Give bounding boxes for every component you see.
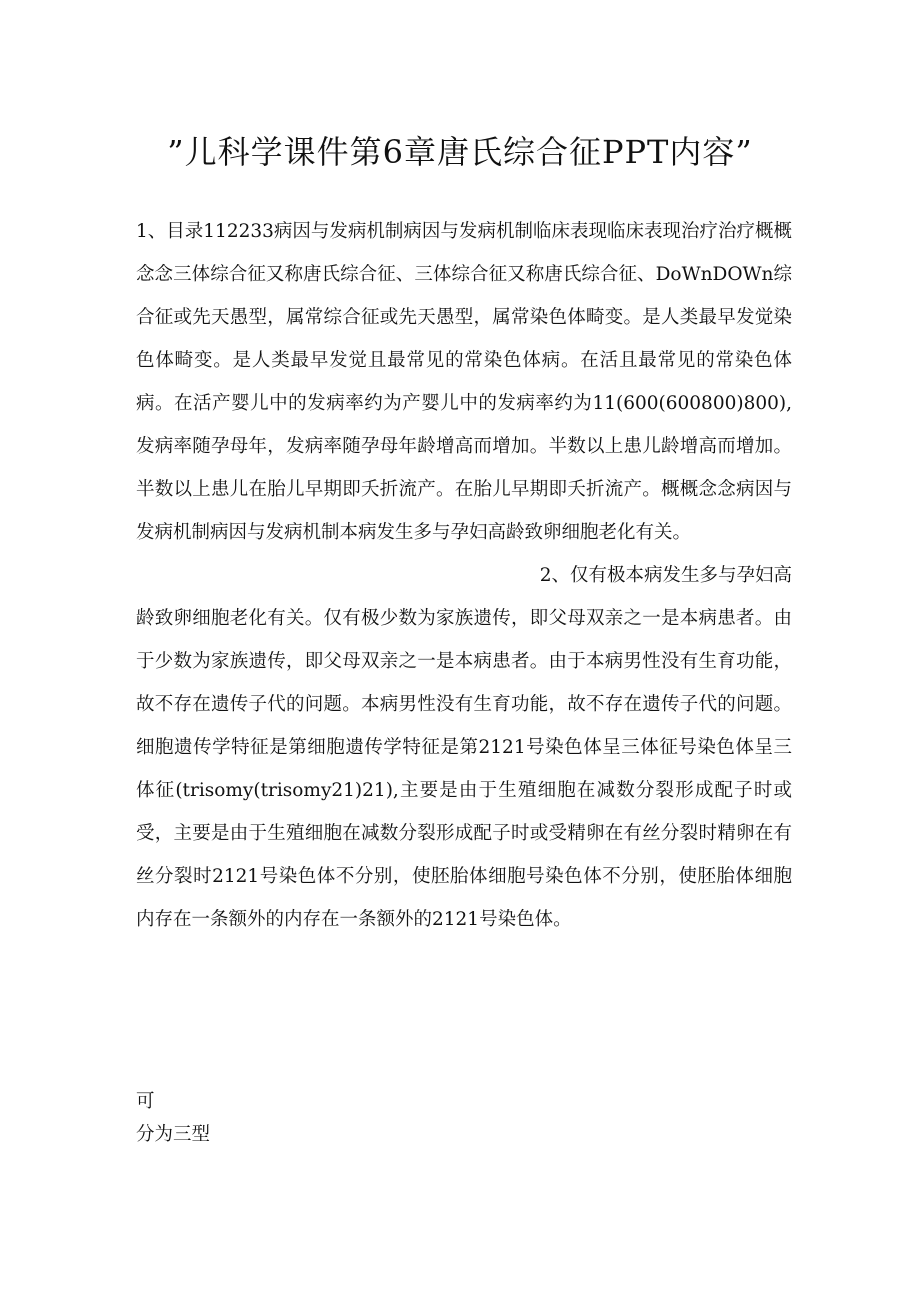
paragraph-2-heading: 2、仅有极本病发生多与孕妇高 <box>539 565 792 586</box>
document-body <box>136 210 792 941</box>
paragraph-1: 1、目录112233病因与发病机制病因与发病机制临床表现临床表现治疗治疗概概念念三体综合征又称唐氏综合征、三体综合征又称唐氏综合征、DoWnDOWn综合征或先天愚型，属常综合征或先天愚型，属常染色体畸变。是人类最早发觉染色体畸变。是人类最早发觉且最常见的常染色体病。在活且最常见的常染色体病。在活产婴儿中的发病率约为产婴儿中的发病率约为11(600(600800)800),发病率随孕母年，发病率随孕母年龄增高而增加。半数以上患儿龄增高而增加。半数以上患儿在胎儿早期即夭折流产。在胎儿早期即夭折流产。概概念念病因与发病机制病因与发病机制本病发生多与孕妇高龄致卵细胞老化有关。 <box>136 221 792 543</box>
document-title: ”儿科学课件第6章唐氏综合征PPT内容” <box>167 133 753 171</box>
tail-line-2: 分为三型 <box>136 1124 211 1145</box>
document-tail <box>136 1085 210 1151</box>
tail-line-1: 可 <box>136 1091 155 1112</box>
paragraph-2: 龄致卵细胞老化有关。仅有极少数为家族遗传，即父母双亲之一是本病患者。由于少数为家族遗传，即父母双亲之一是本病患者。由于本病男性没有生育功能，故不存在遗传子代的问题。本病男性没有生育功能，故不存在遗传子代的问题。细胞遗传学特征是第细胞遗传学特征是第2121号染色体呈三体征号染色体呈三体征(trisomy(trisomy21)21),主要是由于生殖细胞在减数分裂形成配子时或受，主要是由于生殖细胞在减数分裂形成配子时或受精卵在有丝分裂时精卵在有丝分裂时2121号染色体不分别，使胚胎体细胞号染色体不分别，使胚胎体细胞内存在一条额外的内存在一条额外的2121号染色体。 <box>136 608 792 930</box>
